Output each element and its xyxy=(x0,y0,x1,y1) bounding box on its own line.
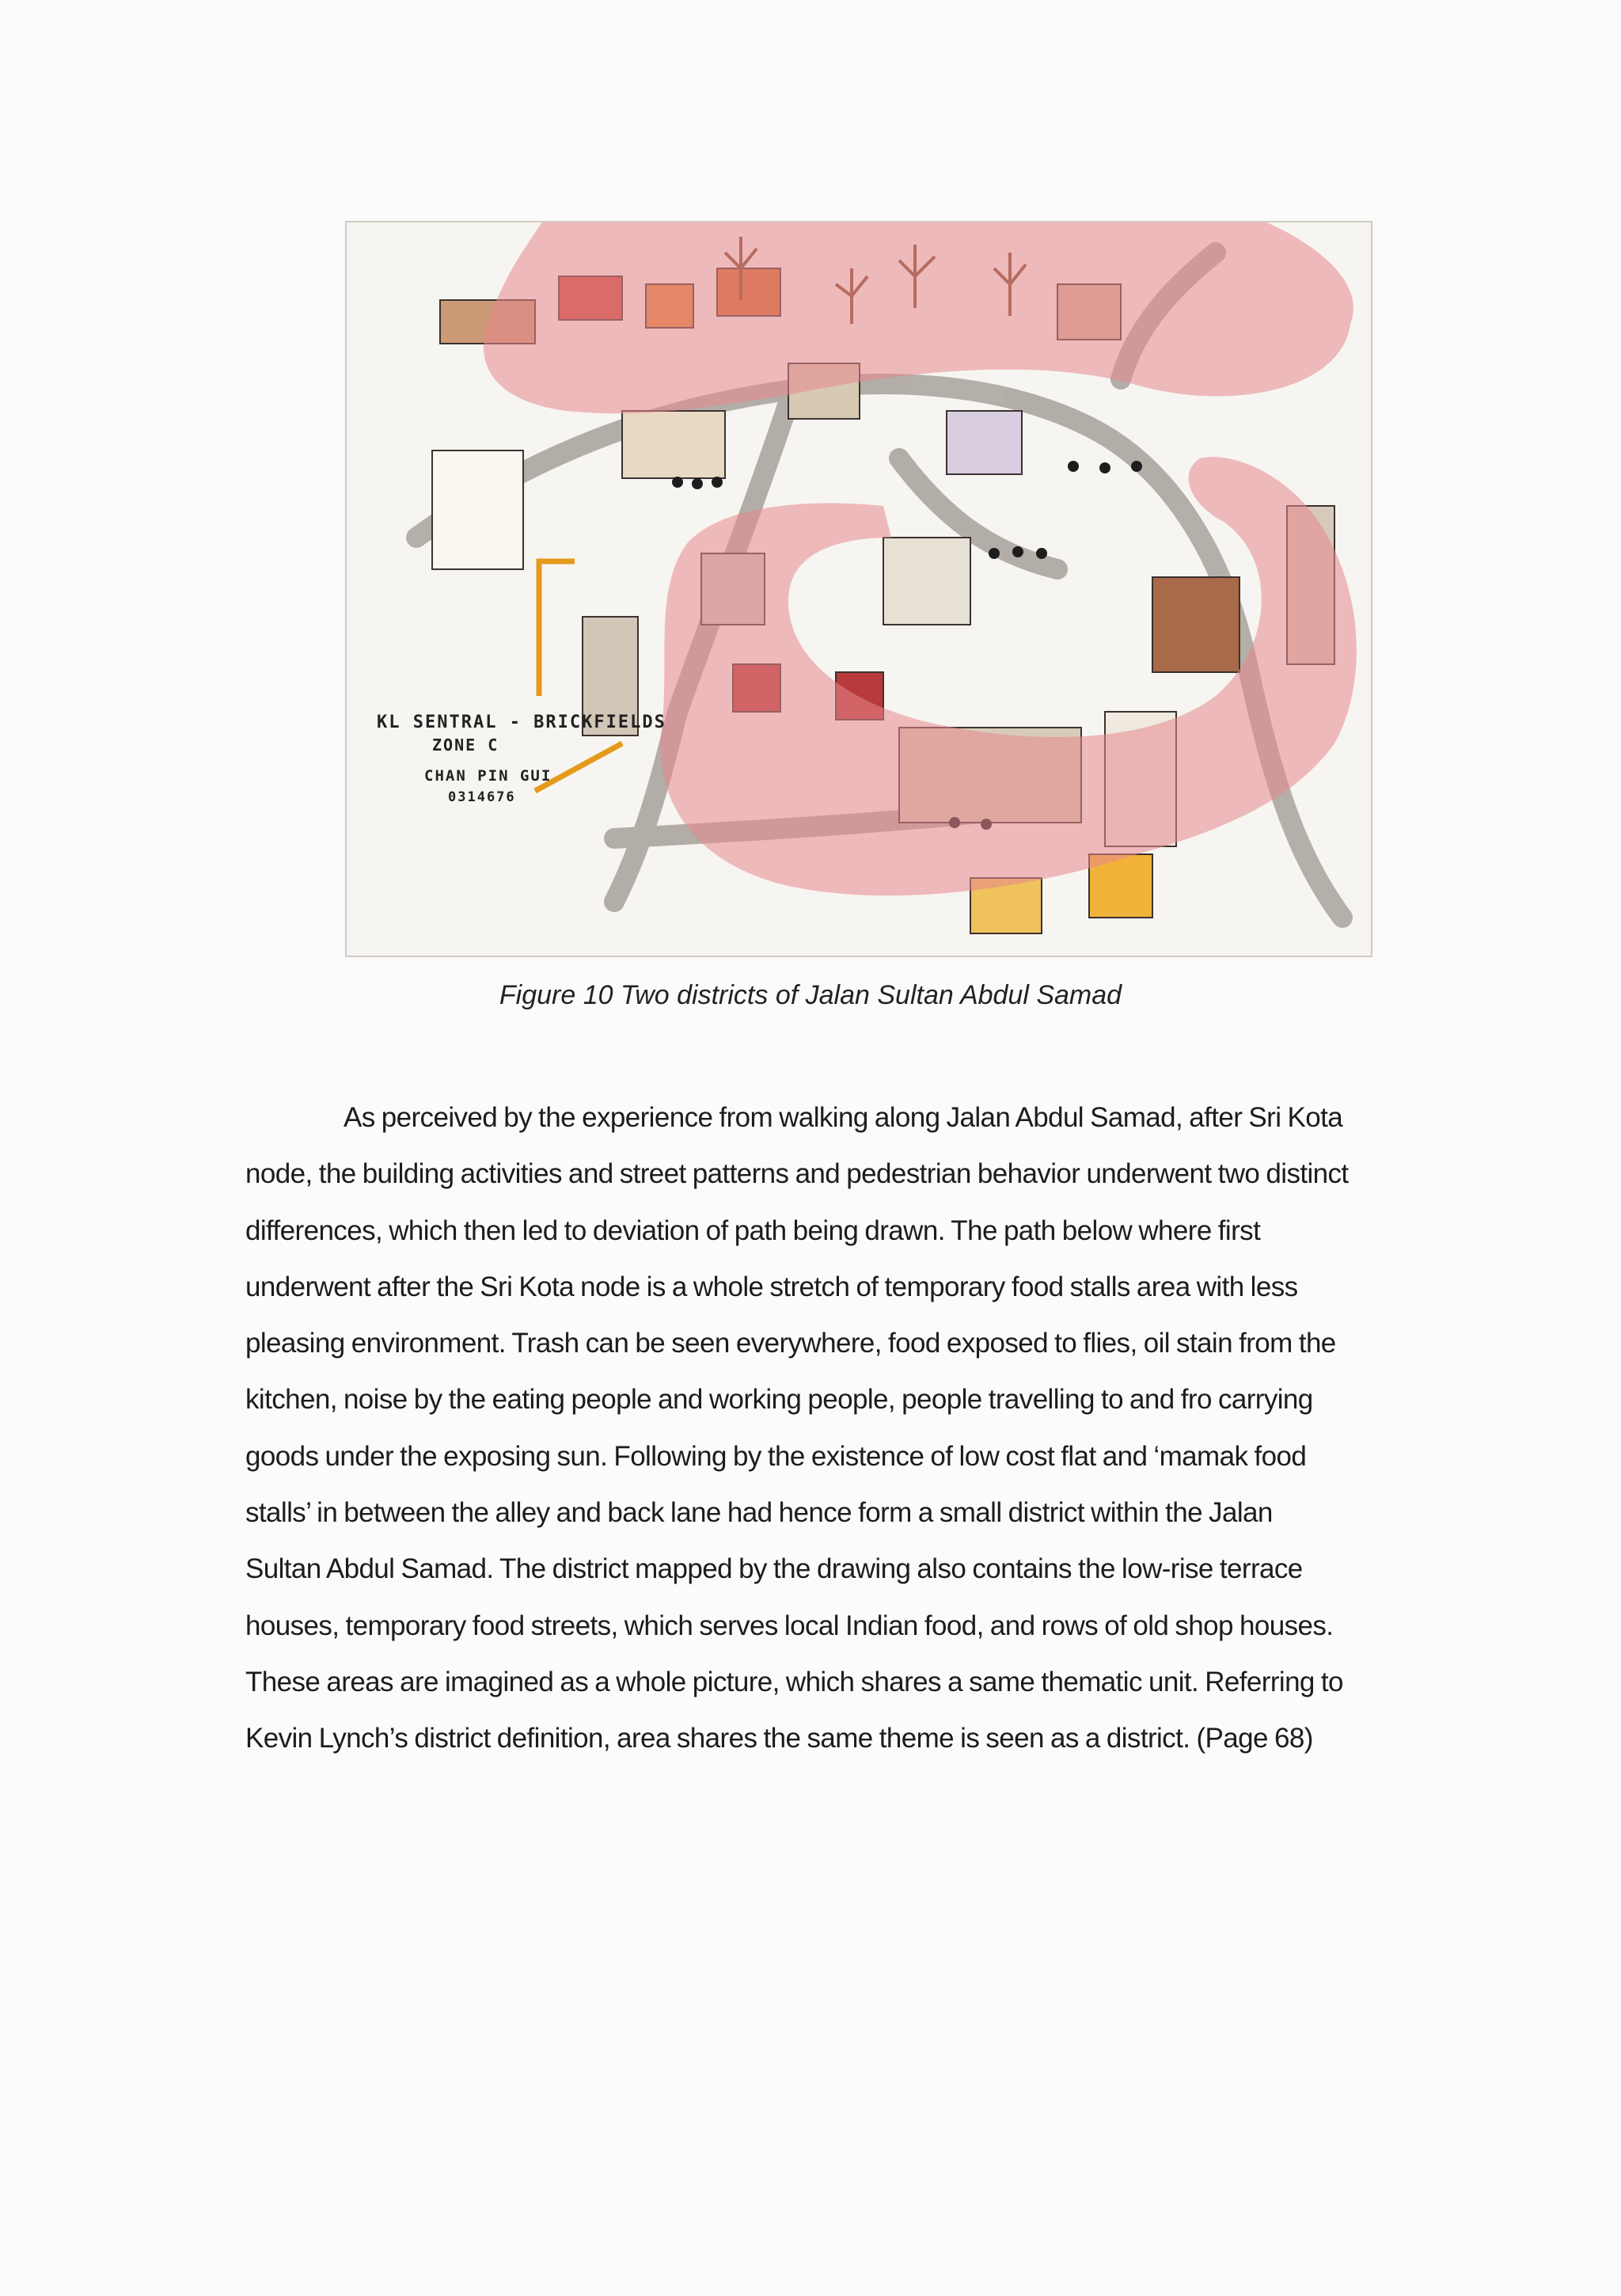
paragraph-line: These areas are imagined as a whole picture, which shares a same thematic unit. Referring to xyxy=(245,1666,1343,1697)
sketch-author: CHAN PIN GUI xyxy=(424,767,552,785)
paragraph-line: goods under the exposing sun. Following by the existence of low cost flat and ‘mamak food xyxy=(245,1440,1307,1472)
paragraph-line: Sultan Abdul Samad. The district mapped by the drawing also contains the low-rise terrace xyxy=(245,1553,1303,1585)
paragraph-line: underwent after the Sri Kota node is a whole stretch of temporary food stalls area with less xyxy=(245,1271,1298,1302)
paragraph-line: houses, temporary food streets, which serves local Indian food, and rows of old shop houses. xyxy=(245,1610,1334,1641)
paragraph-line: kitchen, noise by the eating people and working people, people travelling to and fro carrying xyxy=(245,1384,1313,1416)
paragraph-line: node, the building activities and street patterns and pedestrian behavior underwent two distinct xyxy=(245,1158,1349,1190)
figure-caption: Figure 10 Two districts of Jalan Sultan Abdul Samad xyxy=(499,980,1122,1010)
body-paragraph xyxy=(245,1089,1377,1767)
paragraph-line: pleasing environment. Trash can be seen everywhere, food exposed to flies, oil stain from the xyxy=(245,1328,1336,1359)
sketch-title: KL SENTRAL - BRICKFIELDS xyxy=(377,713,666,732)
district-sketch-illustration xyxy=(345,221,1372,957)
district-map-figure xyxy=(345,221,1372,957)
paragraph-line: stalls’ in between the alley and back lane had hence form a small district within the Jalan xyxy=(245,1497,1273,1529)
paragraph-line: As perceived by the experience from walking along Jalan Abdul Samad, after Sri Kota xyxy=(344,1102,1343,1133)
paragraph-line: Kevin Lynch’s district definition, area shares the same theme is seen as a district. (Page 68) xyxy=(245,1723,1313,1754)
sketch-zone: ZONE C xyxy=(432,736,499,755)
sketch-id: 0314676 xyxy=(448,789,516,805)
paragraph-line: differences, which then led to deviation of path being drawn. The path below where first xyxy=(245,1215,1261,1246)
